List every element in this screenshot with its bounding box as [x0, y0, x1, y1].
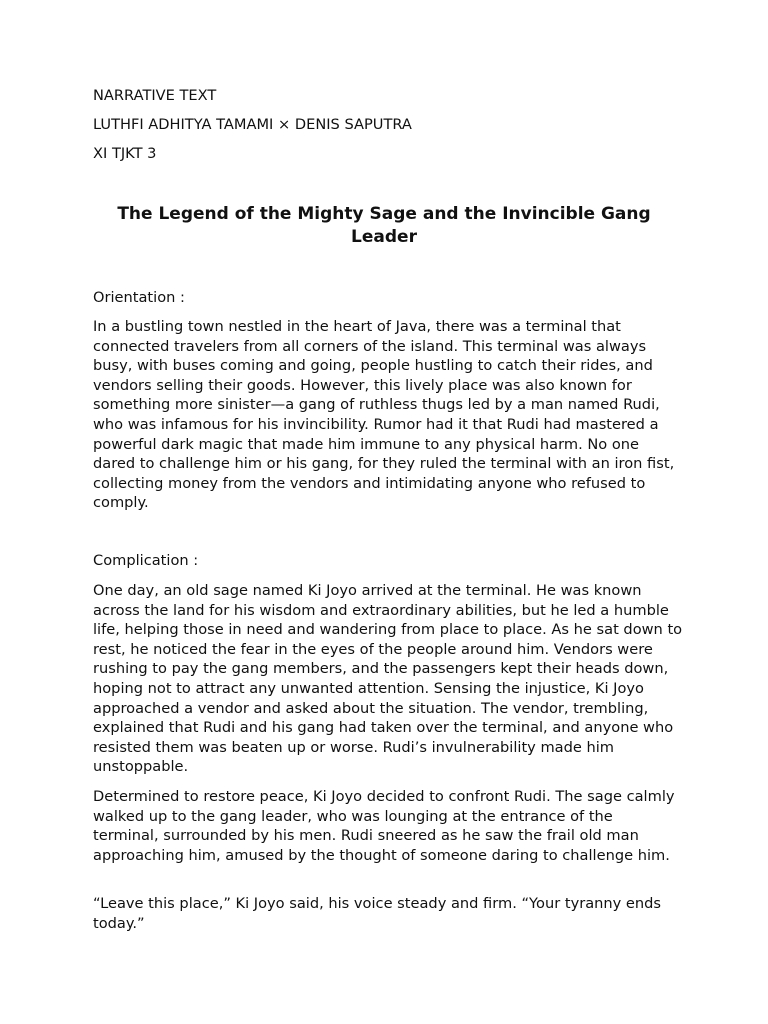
authors-line: LUTHFI ADHITYA TAMAMI × DENIS SAPUTRA — [93, 116, 412, 133]
orientation-heading: Orientation : — [93, 289, 185, 306]
document-title: The Legend of the Mighty Sage and the Invincible Gang Leader — [117, 204, 651, 247]
genre-label: NARRATIVE TEXT — [93, 87, 217, 104]
class-label: XI TJKT 3 — [93, 145, 157, 162]
complication-heading: Complication : — [93, 552, 199, 569]
orientation-paragraph: In a bustling town nestled in the heart of Java, there was a terminal that connected travelers from all corners of the island. This terminal was always busy, with buses coming and going, people hustling to catch their rides, and vendors selling their goods. However, this lively place was also known for something more sinister—a gang of ruthless thugs led by a man named Rudi, who was infamous for his invincibility. Rumor had it that Rudi had mastered a powerful dark magic that made him immune to any physical harm. No one dared to challenge him or his gang, for they ruled the terminal with an iron fist, collecting money from the vendors and intimidating anyone who refused to comply. — [93, 318, 675, 512]
complication-paragraph: Determined to restore peace, Ki Joyo decided to confront Rudi. The sage calmly walked up to the gang leader, who was lounging at the entrance of the terminal, surrounded by his men. Rudi sneered as he saw the frail old man approaching him, amused by the thought of someone daring to challenge him. — [93, 788, 675, 864]
complication-paragraph: One day, an old sage named Ki Joyo arrived at the terminal. He was known across the land for his wisdom and extraordinary abilities, but he led a humble life, helping those in need and wandering from place to place. As he sat down to rest, he noticed the fear in the eyes of the people around him. Vendors were rushing to pay the gang members, and the passengers kept their heads down, hoping not to attract any unwanted attention. Sensing the injustice, Ki Joyo approached a vendor and asked about the situation. The vendor, trembling, explained that Rudi and his gang had taken over the terminal, and anyone who resisted them was beaten up or worse. Rudi’s invulnerability made him unstoppable. — [93, 582, 683, 776]
complication-paragraph: “Leave this place,” Ki Joyo said, his voice steady and firm. “Your tyranny ends today.” — [93, 895, 662, 932]
